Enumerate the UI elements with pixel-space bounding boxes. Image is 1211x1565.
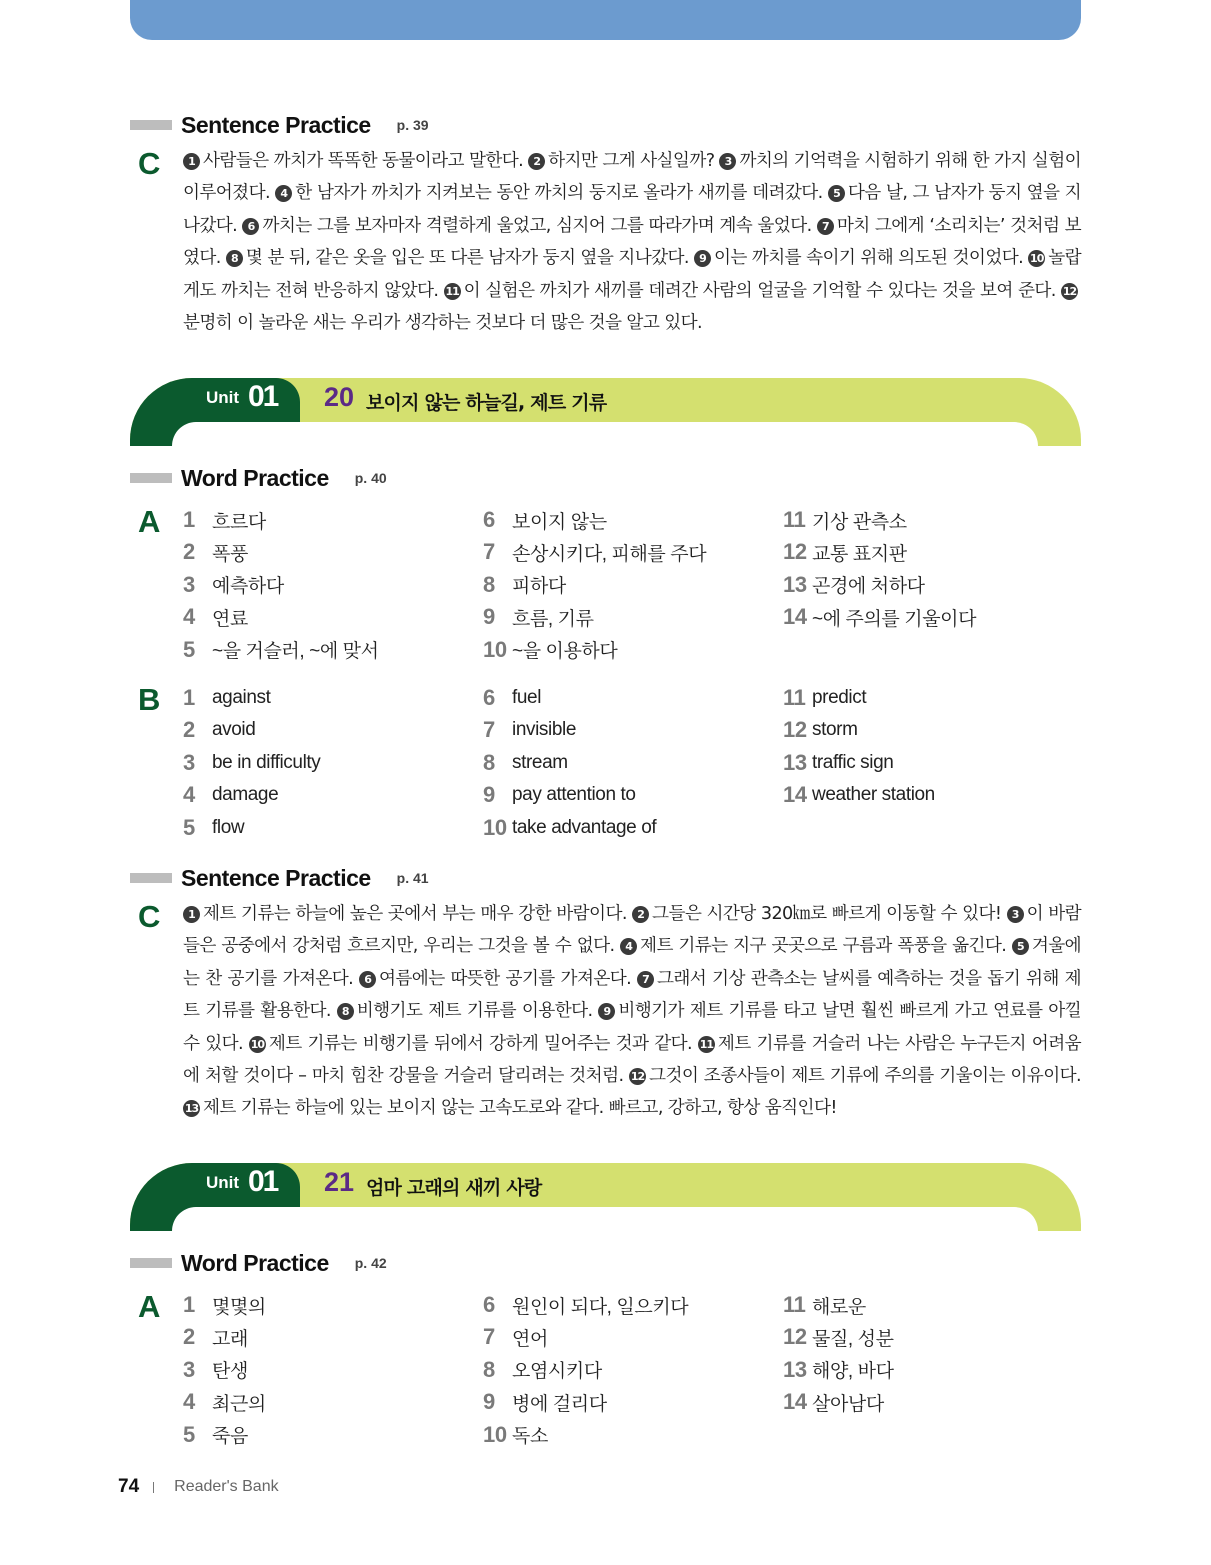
item-answer: 탄생: [212, 1361, 248, 1383]
word-item: [483, 602, 594, 632]
item-number: 10: [483, 1421, 507, 1447]
sentence-number-badge: 1: [183, 153, 200, 170]
top-color-bar: [130, 0, 1081, 40]
item-answer: 고래: [212, 1328, 248, 1350]
unit-number: 01: [248, 380, 278, 413]
item-number: 6: [483, 1292, 495, 1317]
word-item: [183, 748, 320, 778]
item-number: 11: [783, 1292, 806, 1317]
sentence-text: 마치 그에게 ‘소리치는’ 것처럼 보였다.: [183, 215, 1081, 269]
unit-label: Unit: [206, 388, 240, 407]
item-answer: traffic sign: [812, 751, 894, 773]
sentence-text: 한 남자가 까치가 지켜보는 동안 까치의 둥지로 올라가 새끼를 데려갔다.: [295, 183, 828, 204]
word-item: [183, 537, 248, 567]
word-item: [483, 635, 617, 665]
item-answer: 손상시키다, 피해를 주다: [512, 543, 707, 565]
item-number: 5: [183, 1421, 195, 1447]
sentence-text: 하지만 그게 사실일까?: [548, 151, 720, 171]
item-number: 3: [183, 749, 195, 775]
sentence-text: 분명히 이 놀라운 새는 우리가 생각하는 것보다 더 많은 것을 알고 있다.: [183, 313, 702, 334]
footer-separator: [153, 1482, 154, 1493]
word-item: [183, 1355, 248, 1385]
item-answer: flow: [212, 816, 245, 838]
word-item: [183, 1387, 266, 1417]
item-answer: invisible: [512, 719, 576, 741]
item-number: 4: [183, 782, 195, 808]
sentence-paragraph: [183, 898, 1081, 1125]
word-item: [783, 748, 893, 778]
unit-number: 01: [248, 1165, 278, 1198]
item-answer: take advantage of: [512, 816, 657, 838]
word-item: [183, 602, 248, 632]
item-number: 7: [483, 539, 495, 565]
word-item: [783, 683, 866, 713]
unit-label: Unit: [206, 1173, 240, 1192]
item-number: 2: [183, 717, 195, 743]
sentence-number-badge: 8: [337, 1003, 354, 1020]
sentence-text: 비행기가 제트 기류를 타고 날면 훨씬 빠르게 가고 연료를 아낄 수 있다.: [183, 1001, 1081, 1054]
item-number: 14: [783, 782, 807, 808]
lesson-number: 20: [324, 382, 355, 412]
sentence-number-badge: 6: [359, 971, 376, 988]
word-item: [783, 1322, 894, 1352]
sentence-text: 까치는 그를 보자마자 격렬하게 울었고, 심지어 그를 따라가며 계속 울었다.: [262, 215, 817, 236]
word-item: [483, 683, 541, 713]
item-answer: 몇몇의: [212, 1296, 266, 1318]
item-number: 8: [483, 1356, 495, 1382]
part-letter: C: [138, 146, 161, 181]
sentence-text: 놀랍게도 까치는 전혀 반응하지 않았다.: [183, 248, 1081, 301]
word-item: [183, 635, 379, 665]
section-title: Word Practice: [181, 464, 329, 491]
word-item: [783, 570, 925, 600]
item-answer: 연료: [212, 608, 248, 630]
sentence-text: 제트 기류는 하늘에 높은 곳에서 부는 매우 강한 바람이다.: [203, 904, 633, 924]
sentence-text: 다음 날, 그 남자가 둥지 옆을 지나갔다.: [183, 183, 1081, 236]
item-answer: 예측하다: [212, 576, 284, 598]
item-number: 9: [483, 1389, 495, 1415]
item-number: 4: [183, 1389, 195, 1415]
item-answer: 물질, 성분: [812, 1328, 894, 1350]
item-number: 3: [183, 1356, 195, 1382]
item-number: 5: [183, 814, 195, 840]
word-item: [783, 780, 935, 810]
word-item: [183, 570, 284, 600]
unit-banner: [130, 1163, 1081, 1231]
header-bar-decoration: [130, 473, 172, 483]
item-answer: ~을 거슬러, ~에 맞서: [212, 641, 379, 663]
item-number: 14: [783, 1389, 807, 1415]
item-number: 12: [783, 717, 807, 743]
sentence-number-badge: 12: [1062, 284, 1077, 298]
section-title: Word Practice: [181, 1249, 329, 1276]
item-number: 7: [483, 1324, 495, 1350]
item-number: 9: [483, 604, 495, 630]
item-answer: 흐르다: [212, 511, 266, 533]
unit-banner: [130, 378, 1081, 446]
word-item: [483, 748, 568, 778]
word-item: [183, 1290, 266, 1320]
sentence-number-badge: 2: [528, 153, 545, 170]
book-title: Reader's Bank: [174, 1478, 279, 1495]
item-answer: 해로운: [812, 1296, 866, 1318]
banner-inner-cutout: [172, 1207, 1038, 1231]
item-number: 10: [483, 814, 507, 840]
word-item: [483, 813, 656, 843]
sentence-text: 여름에는 따뜻한 공기를 가져온다.: [379, 968, 637, 989]
item-number: 2: [183, 539, 195, 565]
lesson-title: 엄마 고래의 새끼 사랑: [366, 1177, 542, 1199]
item-answer: 연어: [512, 1328, 548, 1350]
sentence-text: 그것이 조종사들이 제트 기류에 주의를 기울이는 이유이다.: [649, 1066, 1081, 1087]
item-number: 1: [183, 1292, 195, 1317]
item-answer: against: [212, 687, 271, 708]
item-number: 13: [783, 749, 807, 775]
word-item: [783, 537, 907, 567]
item-answer: 곤경에 처하다: [812, 576, 925, 598]
sentence-number-badge: 3: [1007, 906, 1024, 923]
sentence-number-badge: 13: [184, 1102, 199, 1116]
header-bar-decoration: [130, 120, 172, 130]
item-answer: 흐름, 기류: [512, 608, 594, 630]
word-item: [783, 1290, 866, 1320]
item-answer: be in difficulty: [212, 751, 321, 773]
item-answer: 보이지 않는: [512, 511, 607, 533]
item-number: 10: [483, 636, 507, 662]
header-bar-decoration: [130, 873, 172, 883]
word-item: [483, 1420, 548, 1450]
sentence-number-badge: 9: [598, 1003, 615, 1020]
item-answer: avoid: [212, 719, 256, 741]
sentence-number-badge: 11: [699, 1037, 714, 1051]
word-item: [183, 683, 270, 713]
item-number: 1: [183, 685, 195, 710]
sentence-number-badge: 7: [817, 218, 834, 235]
word-item: [183, 1322, 248, 1352]
item-answer: 기상 관측소: [812, 511, 907, 533]
item-answer: stream: [512, 751, 568, 773]
sentence-number-badge: 5: [828, 185, 845, 202]
sentence-text: 이 실험은 까치가 새끼를 데려간 사람의 얼굴을 기억할 수 있다는 것을 보여 준다.: [463, 280, 1061, 301]
sentence-number-badge: 4: [620, 938, 637, 955]
part-letter: A: [138, 1289, 161, 1324]
sentence-number-badge: 11: [445, 284, 459, 298]
sentence-number-badge: 1: [183, 906, 200, 923]
sentence-text: 이 바람들은 공중에서 강처럼 흐르지만, 우리는 그것을 볼 수 없다.: [183, 904, 1081, 957]
sentence-text: 그들은 시간당 320㎞로 빠르게 이동할 수 있다!: [652, 904, 1007, 924]
word-item: [783, 505, 907, 535]
item-number: 13: [783, 1356, 807, 1382]
sentence-text: 제트 기류를 거슬러 나는 사람은 누구든지 어려움에 처할 것이다 – 마치 힘찬 강물을 거슬러 달리려는 것처럼.: [183, 1033, 1081, 1087]
item-number: 3: [183, 571, 195, 597]
word-item: [183, 715, 255, 745]
item-answer: 독소: [512, 1426, 548, 1448]
item-number: 7: [483, 717, 495, 743]
word-item: [783, 1387, 884, 1417]
page-reference: p. 41: [396, 870, 429, 886]
item-number: 12: [783, 539, 807, 565]
sentence-text: 사람들은 까치가 똑똑한 동물이라고 말한다.: [203, 151, 529, 171]
word-item: [483, 715, 576, 745]
lesson-number: 21: [324, 1167, 355, 1197]
sentence-text: 이는 까치를 속이기 위해 의도된 것이었다.: [713, 248, 1029, 269]
sentence-practice-header: [130, 110, 429, 140]
sentence-text: 그래서 기상 관측소는 날씨를 예측하는 것을 돕기 위해 제트 기류를 활용한다.: [183, 968, 1081, 1022]
item-number: 5: [183, 636, 195, 662]
sentence-paragraph: [183, 145, 1081, 339]
sentence-text: 몇 분 뒤, 같은 옷을 입은 또 다른 남자가 둥지 옆을 지나갔다.: [245, 248, 694, 269]
section-title: Sentence Practice: [181, 864, 371, 891]
item-answer: predict: [812, 687, 867, 708]
word-item: [783, 1355, 894, 1385]
sentence-number-badge: 8: [226, 250, 243, 267]
item-answer: 폭풍: [212, 543, 248, 565]
word-item: [183, 813, 244, 843]
word-item: [183, 505, 266, 535]
word-practice-header: [130, 463, 387, 493]
word-item: [783, 715, 858, 745]
word-item: [783, 602, 976, 632]
word-item: [483, 780, 636, 810]
item-answer: 오염시키다: [512, 1361, 602, 1383]
item-number: 11: [783, 507, 806, 532]
word-practice-header: [130, 1248, 387, 1278]
item-answer: ~을 이용하다: [512, 641, 618, 663]
sentence-text: 제트 기류는 하늘에 있는 보이지 않는 고속도로와 같다. 빠르고, 강하고, 항상 움직인다!: [203, 1098, 837, 1119]
sentence-number-badge: 10: [250, 1037, 265, 1051]
sentence-number-badge: 3: [719, 153, 736, 170]
item-number: 14: [783, 604, 807, 630]
item-number: 13: [783, 571, 807, 597]
page-reference: p. 39: [396, 117, 429, 133]
page-reference: p. 40: [354, 470, 387, 486]
word-item: [483, 505, 607, 535]
sentence-number-badge: 2: [632, 906, 649, 923]
page-reference: p. 42: [354, 1255, 387, 1271]
word-item: [483, 537, 706, 567]
item-answer: 해양, 바다: [812, 1361, 894, 1383]
word-item: [183, 780, 278, 810]
sentence-number-badge: 10: [1030, 252, 1044, 266]
item-answer: 병에 걸리다: [512, 1393, 607, 1415]
item-answer: 교통 표지판: [812, 543, 907, 565]
item-answer: 살아남다: [812, 1393, 884, 1415]
item-answer: storm: [812, 719, 858, 741]
item-number: 6: [483, 507, 495, 532]
sentence-number-badge: 7: [637, 971, 654, 988]
item-answer: weather station: [812, 784, 935, 806]
page-footer: [118, 1475, 279, 1499]
word-item: [483, 1290, 688, 1320]
item-answer: 최근의: [212, 1393, 266, 1415]
item-number: 8: [483, 571, 495, 597]
part-letter: C: [138, 899, 161, 934]
item-number: 11: [783, 685, 806, 710]
item-answer: 죽음: [212, 1426, 248, 1448]
lesson-title: 보이지 않는 하늘길, 제트 기류: [366, 392, 607, 414]
item-answer: 피하다: [512, 576, 566, 598]
banner-inner-cutout: [172, 422, 1038, 446]
sentence-text: 제트 기류는 지구 곳곳으로 구름과 폭풍을 옮긴다.: [640, 936, 1012, 957]
word-item: [483, 1387, 607, 1417]
sentence-number-badge: 9: [694, 250, 711, 267]
item-answer: 원인이 되다, 일으키다: [512, 1296, 689, 1318]
sentence-practice-header: [130, 863, 429, 893]
part-letter: B: [138, 682, 161, 717]
sentence-text: 제트 기류는 비행기를 뒤에서 강하게 밀어주는 것과 같다.: [268, 1033, 698, 1054]
word-item: [183, 1420, 248, 1450]
sentence-number-badge: 4: [275, 185, 292, 202]
section-title: Sentence Practice: [181, 111, 371, 138]
item-number: 12: [783, 1324, 807, 1350]
item-number: 6: [483, 685, 495, 710]
sentence-text: 까치의 기억력을 시험하기 위해 한 가지 실험이 이루어졌다.: [183, 151, 1081, 204]
sentence-number-badge: 5: [1012, 938, 1029, 955]
item-answer: ~에 주의를 기울이다: [812, 608, 977, 630]
sentence-text: 겨울에는 찬 공기를 가져온다.: [183, 936, 1081, 989]
header-bar-decoration: [130, 1258, 172, 1268]
part-letter: A: [138, 504, 161, 539]
word-item: [483, 570, 566, 600]
page-number: 74: [118, 1476, 140, 1497]
sentence-text: 비행기도 제트 기류를 이용한다.: [356, 1001, 599, 1022]
item-number: 2: [183, 1324, 195, 1350]
word-item: [483, 1355, 602, 1385]
item-answer: fuel: [512, 687, 542, 708]
item-answer: pay attention to: [512, 784, 636, 806]
item-number: 1: [183, 507, 195, 532]
item-number: 8: [483, 749, 495, 775]
item-number: 4: [183, 604, 195, 630]
sentence-number-badge: 6: [242, 218, 259, 235]
item-answer: damage: [212, 784, 279, 806]
sentence-number-badge: 12: [630, 1070, 645, 1084]
word-item: [483, 1322, 548, 1352]
item-number: 9: [483, 782, 495, 808]
